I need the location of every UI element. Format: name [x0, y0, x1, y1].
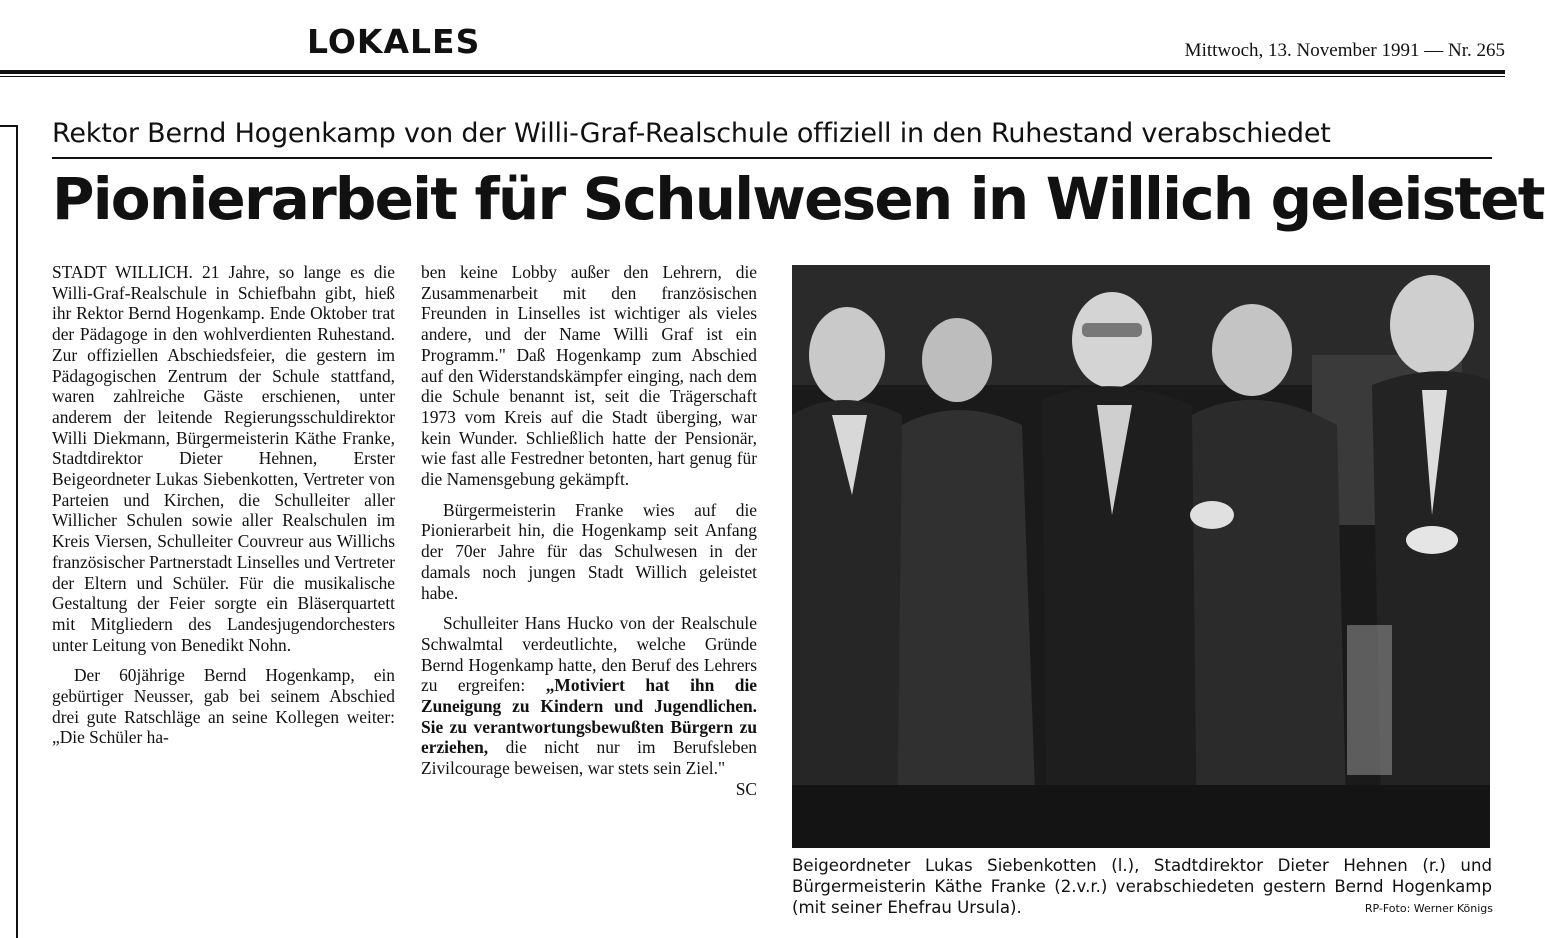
paragraph: Bürgermeisterin Franke wies auf die Pionierarbeit hin, die Hogenkamp seit Anfang der 70er Jahre für das Schulwesen in der damals noch jungen Stadt Willich geleistet habe. [421, 499, 757, 603]
header-rule [0, 70, 1505, 74]
article-column-1 [52, 262, 395, 758]
article-column-2 [421, 262, 757, 800]
left-border [0, 125, 18, 938]
paragraph: ben keine Lobby außer den Lehrern, die Zusammenarbeit mit den französischen Freunden in Linselles ist wichtiger als vieles andere, und der Name Willi Graf ist ein Programm." Daß Hogenkamp zum Abschied auf den Widerstandskämpfer einging, nach dem die Schule benannt ist, seit die Trägerschaft 1973 vom Kreis auf die Stadt überging, war kein Wunder. Schließlich hatte der Pensionär, wie fast alle Festredner betonten, hart genug für die Namensgebung gekämpft. [421, 262, 757, 490]
author-signature: SC [735, 778, 757, 799]
article-kicker: Rektor Bernd Hogenkamp von der Willi-Graf-Realschule offiziell in den Ruhestand verabschiedet [52, 118, 1331, 149]
paragraph [421, 613, 757, 799]
quote-text: „Motiviert hat ihn die Zuneigung zu Kindern und Jugendlichen. Sie zu verantwortungsbewußten Bürgern zu erziehen, [421, 675, 757, 758]
paragraph-text: die nicht nur im Berufsleben Zivilcourage beweisen, war stets sein Ziel." [421, 737, 757, 779]
kicker-rule [52, 157, 1492, 159]
paragraph: Der 60jährige Bernd Hogenkamp, ein gebürtiger Neusser, gab bei seinem Abschied drei gute Ratschläge an seine Kollegen weiter: „Die Schüler ha- [52, 665, 395, 748]
paragraph-text: Schulleiter Hans Hucko von der Realschule Schwalmtal verdeutlichte, welche Gründe Bernd Hogenkamp hatte, den Beruf des Lehrers zu ergreifen: [421, 613, 757, 696]
photo-caption: Beigeordneter Lukas Siebenkotten (l.), Stadtdirektor Dieter Hehnen (r.) und Bürgermeisterin Käthe Franke (2.v.r.) verabschiedeten gestern Bernd Hogenkamp (mit seiner Ehefrau Ursula). [792, 856, 1492, 917]
paragraph: STADT WILLICH. 21 Jahre, so lange es die Willi-Graf-Realschule in Schiefbahn gibt, hieß ihr Rektor Bernd Hogenkamp. Ende Oktober trat der Pädagoge in den wohlverdienten Ruhestand. Zur offiziellen Abschiedsfeier, die gestern im Pädagogischen Zentrum der Schule stattfand, waren zahlreiche Gäste erschienen, unter anderem der leitende Regierungsschuldirektor Willi Diekmann, Bürgermeisterin Käthe Franke, Stadtdirektor Dieter Hehnen, Erster Beigeordneter Lukas Siebenkotten, Vertreter von Parteien und Kirchen, die Schulleiter aller Willicher Schulen sowie aller Realschulen im Kreis Viersen, Schulleiter Couvreur aus Willichs französischer Partnerstadt Linselles und Vertreter der Eltern und Schüler. Für die musikalische Gestaltung der Feier sorgte ein Bläserquartett mit Mitgliedern des Landesjugendorchesters unter Leitung von Benedikt Nohn. [52, 262, 395, 655]
header-rule-thin [0, 76, 1505, 77]
section-title: LOKALES [307, 22, 481, 61]
photo-credit: RP-Foto: Werner Königs [1364, 902, 1493, 915]
photo-image [792, 265, 1490, 848]
article-photo [792, 265, 1490, 848]
dateline: Mittwoch, 13. November 1991 — Nr. 265 [1184, 40, 1505, 61]
article-headline: Pionierarbeit für Schulwesen in Willich geleistet [52, 165, 1544, 233]
